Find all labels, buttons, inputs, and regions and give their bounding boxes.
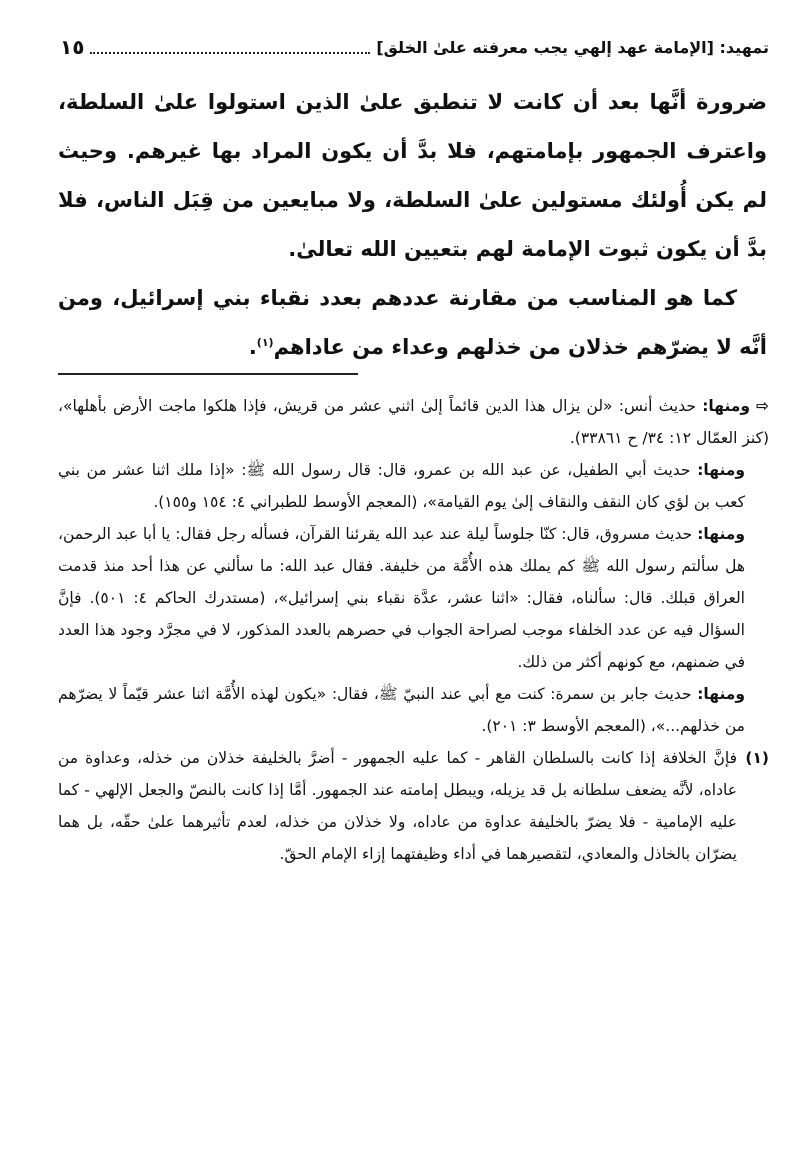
footnotes-section — [58, 390, 769, 870]
hadith-note — [58, 390, 769, 454]
main-paragraph-text: كما هو المناسب من مقارنة عددهم بعدد نقباء بني إسرائيل، ومن أنَّه لا يضرّهم خذلان من خذلهم وعداء من عاداهم — [58, 286, 767, 359]
note-lead: ومنها: — [697, 525, 745, 543]
hadith-note — [58, 678, 769, 742]
note-text: حديث جابر بن سمرة: كنت مع أبي عند النبيّ ﷺ، فقال: «يكون لهذه الأُمَّة اثنا عشر قيّماً لا يضرّهم من خذلهم...»، (المعجم الأوسط ٣: ٢٠١). — [58, 685, 745, 735]
header-dot-leader — [90, 40, 370, 54]
note-lead: ومنها: — [702, 397, 750, 415]
period-glyph: . — [248, 335, 257, 359]
main-text — [58, 78, 767, 372]
note-text: حديث أبي الطفيل، عن عبد الله بن عمرو، قال: قال رسول الله ﷺ: «إذا ملك اثنا عشر من بني كعب بن لؤي كان النقف والنقاف إلىٰ يوم القيامة»، (المعجم الأوسط للطبراني ٤: ١٥٤ و١٥٥). — [58, 461, 745, 511]
note-text: حديث أنس: «لن يزال هذا الدين قائماً إلىٰ اثني عشر من قريش، فإذا هلكوا ماجت الأرض بأهلها»، (كنز العمّال ١٢: ٣٤/ ح ٣٣٨٦١). — [58, 397, 769, 447]
main-paragraph — [58, 274, 767, 372]
footnote-text: فإنَّ الخلافة إذا كانت بالسلطان القاهر - كما عليه الجمهور - أضرَّ بالخليفة خذلان من خذله، وعداوة من عاداه، لأنَّه يضعف سلطانه بل قد يزيله، ويبطل إمامته عند الجمهور. أمَّا إذا كانت بالنصّ والجعل الإلهي - كما عليه الإمامية - فلا يضرّ بالخليفة عداوة من عاداه، ولا خذلان من خذله، لعدم تأثيرهما علىٰ حقّه، بل هما يضرّان بالخاذل والمعادي، لتقصيرهما في أداء وظيفتهما إزاء الإمام الحقّ. — [58, 749, 737, 863]
footnote-separator — [58, 373, 358, 375]
running-header — [60, 30, 769, 64]
footnote-reference[interactable]: (١) — [256, 336, 274, 349]
note-lead: ومنها: — [697, 461, 745, 479]
note-lead: ومنها: — [697, 685, 745, 703]
header-title: تمهيد: [الإمامة عهد إلهي يجب معرفته علىٰ الخلق] — [376, 37, 769, 57]
hadith-note — [58, 518, 769, 678]
note-text: حديث مسروق، قال: كنّا جلوساً ليلة عند عبد الله يقرئنا القرآن، فسأله رجل فقال: يا أبا عبد الرحمن، هل سألتم رسول الله ﷺ كم يملك هذه الأُمَّة من خليفة. فقال عبد الله: ما سألني عن هذا أحد منذ قدمت العراق قبلك. قال: سألناه، فقال: «اثنا عشر، عدَّة نقباء بني إسرائيل»، (مستدرك الحاكم ٤: ٥٠١). فإنَّ السؤال فيه عن عدد الخلفاء موجب لصراحة الجواب في حصرهم بالعدد المذكور، لا في مجرَّد وجود هذا العدد في ضمنهم، مع كونهم أكثر من ذلك. — [58, 525, 745, 671]
page-number: ١٥ — [60, 35, 85, 59]
main-paragraph: ضرورة أنَّها بعد أن كانت لا تنطبق علىٰ الذين استولوا علىٰ السلطة، واعترف الجمهور بإمامتهم، فلا بدَّ أن يكون المراد بها غيرهم. وحيث لم يكن أُولئك مستولين علىٰ السلطة، ولا مبايعين من قِبَل الناس، فلا بدَّ أن يكون ثبوت الإمامة لهم بتعيين الله تعالىٰ. — [58, 90, 767, 261]
arrow-icon: ⇨ — [756, 397, 769, 415]
footnote-marker: (١) — [745, 749, 769, 767]
hadith-note — [58, 454, 769, 518]
footnote — [58, 742, 769, 870]
